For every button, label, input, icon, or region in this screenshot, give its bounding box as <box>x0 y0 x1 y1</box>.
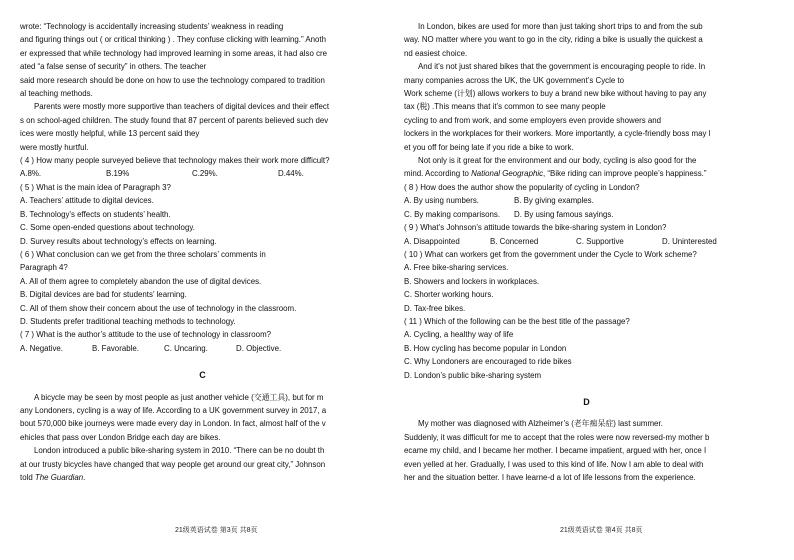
parents-paragraph-line: Parents were mostly more supportive than teachers of digital devices and their effect <box>34 102 330 112</box>
london-paragraph-line: In London, bikes are used for more than just taking short trips to and from the sub <box>418 22 703 31</box>
intro-line: said more research should be done on how to use the technology compared to tradition <box>20 75 325 85</box>
parents-paragraph-line: s on school-aged children. The study found that 87 percent of parents believed such dev <box>20 115 329 125</box>
q8-option-a: A. By using numbers. <box>404 196 479 206</box>
q6-option-a: A. All of them agree to completely abandon the use of digital devices. <box>20 276 262 286</box>
government-paragraph-line: Work scheme (计划) allows workers to buy a brand new bike without having to pay any <box>404 89 707 99</box>
q7-option-b: B. Favorable. <box>92 343 139 353</box>
q11-option-d: D. London’s public bike-sharing system <box>404 370 542 380</box>
text-fragment: . <box>83 473 86 482</box>
question-4-options <box>20 167 385 180</box>
question-9-stem: ( 9 ) What’s Johnson’s attitude towards the bike-sharing system in London? <box>404 223 667 233</box>
q8-option-c: C. By making comparisons. <box>404 209 501 219</box>
section-c-paragraph-2-line: London introduced a public bike-sharing system in 2010. “There can be no doubt th <box>34 446 325 456</box>
section-c-paragraph-1-line: A bicycle may be seen by most people as just another vehicle (交通工具), but for m <box>34 392 324 402</box>
section-c-heading: C <box>199 370 206 381</box>
right-page-column <box>404 20 769 484</box>
q10-option-b: B. Showers and lockers in workplaces. <box>404 276 540 286</box>
government-paragraph-line: et you off for being late if you ride a bike to work. <box>404 142 574 152</box>
government-paragraph-line: many companies across the UK, the UK government’s Cycle to <box>404 75 625 85</box>
q8-option-b: B. By giving examples. <box>514 196 594 206</box>
source-title: The Guardian <box>34 473 84 482</box>
q6-option-b: B. Digital devices are bad for students’ learning. <box>20 290 187 300</box>
q5-option-d: D. Survey results about technology’s effects on learning. <box>20 236 217 246</box>
q11-option-c: C. Why Londoners are encouraged to ride bikes <box>404 357 572 367</box>
intro-line: wrote: “Technology is accidentally increasing students’ weakness in reading <box>20 22 284 31</box>
environment-paragraph-line <box>404 167 769 180</box>
question-8-options-row <box>404 208 769 221</box>
government-paragraph-line: And it’s not just shared bikes that the government is encouraging people to ride. In <box>418 62 706 72</box>
q5-option-b: B. Technology’s effects on students’ health. <box>20 209 171 219</box>
section-c-paragraph-2-last-line <box>20 471 385 484</box>
q11-option-a: A. Cycling, a healthy way of life <box>404 330 514 340</box>
section-c-paragraph-1-line: bout 570,000 bike journeys were made every day in London. In fact, almost half of the v <box>20 419 326 429</box>
government-paragraph-line: cycling to and from work, and some employers even provide showers and <box>404 115 662 125</box>
section-d-line: My mother was diagnosed with Alzheimer’s (老年痴呆症) last summer. <box>418 419 663 429</box>
page-footer-right: 21级英语试卷 第4页 共8页 <box>560 527 643 534</box>
section-d-line: Suddenly, it was difficult for me to accept that the roles were now reversed-my mother b <box>404 432 710 442</box>
q4-option-d: D.44%. <box>278 169 304 179</box>
intro-line: al teaching methods. <box>20 89 93 99</box>
q9-option-c: C. Supportive <box>576 236 624 246</box>
q11-option-b: B. How cycling has become popular in London <box>404 343 567 353</box>
intro-line: and figuring things out ( or critical thinking ) . They confuse clicking with learning.” Anoth <box>20 35 326 45</box>
q9-option-b: B. Concerned <box>490 236 539 246</box>
parents-paragraph-line: were mostly hurtful. <box>20 142 89 152</box>
section-d-line: even yelled at her. Gradually, I was used to this kind of life. Now I am able to deal with <box>404 459 704 469</box>
q4-option-a: A.8%. <box>20 169 42 179</box>
section-d-line: ecame my child, and I became her mother. I became impatient, argued with her, once I <box>404 446 707 456</box>
q7-option-a: A. Negative. <box>20 343 63 353</box>
question-8-options-row <box>404 194 769 207</box>
question-9-options <box>404 235 769 248</box>
q6-option-d: D. Students prefer traditional teaching methods to technology. <box>20 316 236 326</box>
question-6-stem: ( 6 ) What conclusion can we get from the three scholars’ comments in <box>20 249 266 259</box>
environment-paragraph-line: Not only is it great for the environment and our body, cycling is also good for the <box>418 156 697 166</box>
government-paragraph-line: tax (税) .This means that it’s common to see many people <box>404 102 606 112</box>
q8-option-d: D. By using famous sayings. <box>514 209 614 219</box>
intro-line: ated “a false sense of security” in others. The teacher <box>20 62 207 72</box>
question-7-stem: ( 7 ) What is the author’s attitude to the use of technology in classroom? <box>20 330 272 340</box>
q5-option-a: A. Teachers’ attitude to digital devices. <box>20 196 154 206</box>
section-c-paragraph-1-line: any Londoners, cycling is a way of life. According to a UK government survey in 2017, a <box>20 405 327 415</box>
government-paragraph-line: lockers in the workplaces for their workers. More importantly, a cycle-friendly boss may l <box>404 129 711 139</box>
q9-option-d: D. Uninterested <box>662 236 717 246</box>
q4-option-c: C.29%. <box>192 169 218 179</box>
london-paragraph-line: nd easiest choice. <box>404 48 468 58</box>
question-5-stem: ( 5 ) What is the main idea of Paragraph 3? <box>20 182 171 192</box>
source-title: National Geographic <box>471 169 544 179</box>
question-4-stem: ( 4 ) How many people surveyed believe that technology makes their work more difficult? <box>20 156 330 166</box>
q9-option-a: A. Disappointed <box>404 236 460 246</box>
london-paragraph-line: way. NO matter where you want to go in the city, riding a bike is usually the quickest a <box>404 35 703 45</box>
page-footer-left: 21级英语试卷 第3页 共8页 <box>175 527 258 534</box>
text-fragment: , “Bike riding can improve people’s happiness.” <box>543 169 707 179</box>
q10-option-d: D. Tax-free bikes. <box>404 303 466 313</box>
left-page-column <box>20 20 385 484</box>
section-d-heading: D <box>583 396 590 407</box>
question-10-stem: ( 10 ) What can workers get from the government under the Cycle to Work scheme? <box>404 249 697 259</box>
question-6-stem: Paragraph 4? <box>20 263 68 273</box>
q10-option-c: C. Shorter working hours. <box>404 290 494 300</box>
q7-option-d: D. Objective. <box>236 343 282 353</box>
q4-option-b: B.19% <box>106 169 130 179</box>
q5-option-c: C. Some open-ended questions about technology. <box>20 223 195 233</box>
section-c-paragraph-1-line: ehicles that pass over London Bridge each day are bikes. <box>20 432 221 442</box>
question-11-stem: ( 11 ) Which of the following can be the best title of the passage? <box>404 316 630 326</box>
question-7-options <box>20 342 385 355</box>
text-fragment: mind. According to <box>404 169 472 179</box>
question-8-stem: ( 8 ) How does the author show the popularity of cycling in London? <box>404 182 640 192</box>
q6-option-c: C. All of them show their concern about the use of technology in the classroom. <box>20 303 297 313</box>
q10-option-a: A. Free bike-sharing services. <box>404 263 509 273</box>
section-d-line: her and the situation better. I have learne-d a lot of life lessons from the experience. <box>404 473 696 482</box>
section-c-paragraph-2-line: at our trusty bicycles have changed that way people get around our great city,” Johnson <box>20 459 326 469</box>
q7-option-c: C. Uncaring. <box>164 343 208 353</box>
text-fragment: told <box>20 473 35 482</box>
intro-line: er expressed that while technology had improved learning in some areas, it had also cre <box>20 48 328 58</box>
parents-paragraph-line: ices were mostly helpful, while 13 percent said they <box>20 129 200 139</box>
